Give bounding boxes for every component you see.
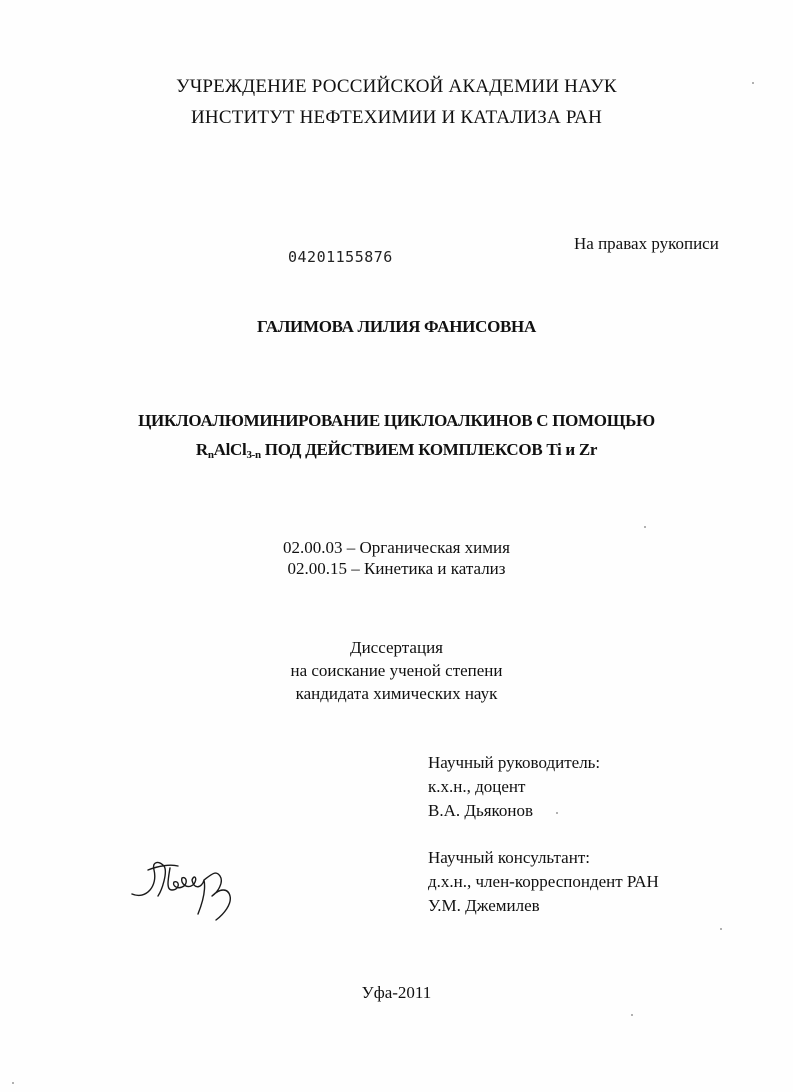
author-name: ГАЛИМОВА ЛИЛИЯ ФАНИСОВНА — [257, 317, 536, 336]
formula-r: R — [195, 440, 208, 459]
degree-name: кандидата химических наук — [295, 684, 498, 703]
supervisor-block — [428, 751, 600, 823]
scan-speck — [752, 82, 754, 84]
formula-subscript-3n: 3-n — [246, 449, 261, 461]
scan-speck — [720, 928, 722, 930]
scan-speck — [644, 526, 646, 528]
institution-line-2: ИНСТИТУТ НЕФТЕХИМИИ И КАТАЛИЗА РАН — [190, 107, 602, 128]
rights-note: На правах рукописи — [574, 234, 719, 253]
registry-number-stamp: 04201155876 — [288, 248, 393, 266]
thesis-title-rest: ПОД ДЕЙСТВИЕМ КОМПЛЕКСОВ Ti и Zr — [260, 440, 598, 459]
supervisor-label: Научный руководитель: — [428, 753, 601, 772]
consultant-label: Научный консультант: — [428, 848, 590, 867]
dissertation-label: Диссертация — [349, 638, 443, 657]
handwritten-signature — [128, 856, 248, 926]
consultant-block — [428, 846, 659, 918]
degree-purpose: на соискание ученой степени — [290, 661, 503, 680]
scan-speck — [556, 812, 558, 814]
specialty-2: 02.00.15 – Кинетика и катализ — [287, 559, 506, 578]
thesis-title-line-2 — [0, 440, 793, 461]
scan-speck — [631, 1014, 633, 1016]
formula-subscript-n: n — [207, 449, 214, 461]
supervisor-name: В.А. Дьяконов — [428, 801, 534, 820]
supervisor-degree: к.х.н., доцент — [428, 777, 526, 796]
place-and-year: Уфа-2011 — [361, 983, 432, 1002]
consultant-name: У.М. Джемилев — [428, 896, 540, 915]
institution-line-1: УЧРЕЖДЕНИЕ РОССИЙСКОЙ АКАДЕМИИ НАУК — [176, 76, 617, 97]
consultant-degree: д.х.н., член-корреспондент РАН — [428, 872, 659, 891]
specialty-1: 02.00.03 – Органическая химия — [283, 538, 510, 557]
thesis-title-line-1: ЦИКЛОАЛЮМИНИРОВАНИЕ ЦИКЛОАЛКИНОВ С ПОМОЩЬЮ — [138, 411, 655, 430]
formula-alcl: AlCl — [213, 440, 247, 459]
scan-speck — [12, 1082, 14, 1084]
